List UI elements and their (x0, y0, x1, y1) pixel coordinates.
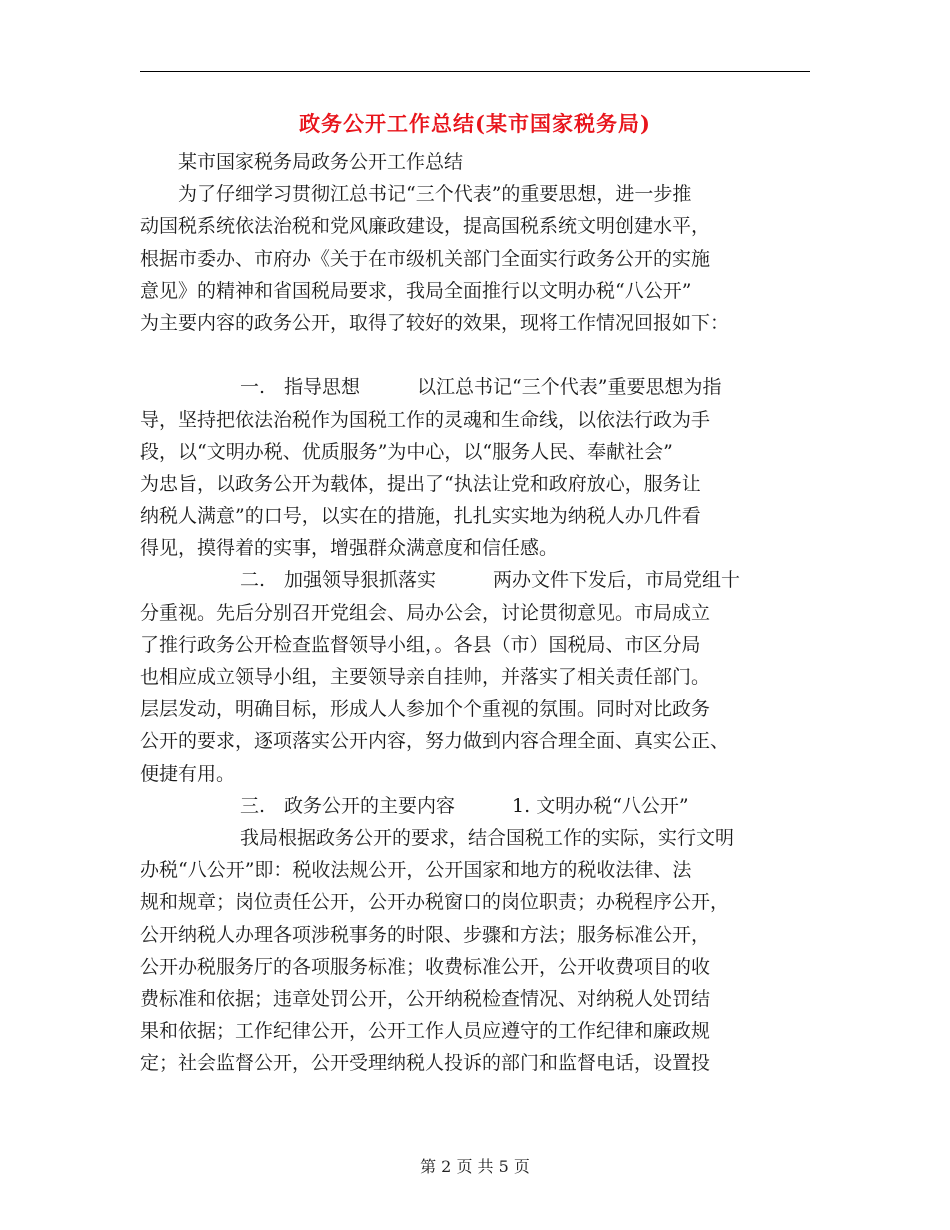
body-line: 定；社会监督公开，公开受理纳税人投诉的部门和监督电话，设置投 (140, 1052, 711, 1075)
body-line: 公开办税服务厅的各项服务标准；收费标准公开，公开收费项目的收 (140, 955, 711, 978)
body-line: 段，以“文明办税、优质服务”为中心，以“服务人民、奉献社会” (140, 440, 673, 463)
document-title: 政务公开工作总结(某市国家税务局) (299, 111, 651, 136)
body-line: 纳税人满意”的口号，以实在的措施，扎扎实实地为纳税人办几件看 (140, 505, 701, 528)
body-line: 导，坚持把依法治税作为国税工作的灵魂和生命线，以依法行政为手 (140, 408, 711, 431)
body-line: 便捷有用。 (140, 762, 236, 785)
body-line: 分重视。先后分别召开党组会、局办公会，讨论贯彻意见。市局成立 (140, 601, 711, 624)
body-line: 也相应成立领导小组，主要领导亲自挂帅，并落实了相关责任部门。 (140, 666, 711, 688)
body-line: 动国税系统依法治税和党风廉政建设，提高国税系统文明创建水平， (140, 215, 711, 238)
section-heading-line: 一. 指导思想 以江总书记“三个代表”重要思想为指 (240, 376, 722, 399)
body-line: 规和规章；岗位责任公开，公开办税窗口的岗位职责；办税程序公开， (140, 891, 730, 914)
body-line: 费标准和依据；违章处罚公开，公开纳税检查情况、对纳税人处罚结 (140, 987, 711, 1010)
document-body (140, 146, 810, 1079)
body-line: 某市国家税务局政务公开工作总结 (178, 151, 464, 173)
body-line: 公开的要求，逐项落实公开内容，努力做到内容合理全面、真实公正、 (140, 730, 730, 753)
body-line: 得见，摸得着的实事，增强群众满意度和信任感。 (140, 537, 559, 560)
header-rule (140, 71, 810, 72)
blank-line (140, 339, 810, 371)
body-line: 公开纳税人办理各项涉税事务的时限、步骤和方法；服务标准公开， (140, 923, 711, 946)
section-heading-line: 三. 政务公开的主要内容 1. 文明办税“八公开” (240, 794, 689, 817)
body-line: 了推行政务公开检查监督领导小组，。各县（市）国税局、市区分局 (140, 633, 701, 656)
page-number: 第 2 页 共 5 页 (420, 1157, 530, 1176)
section-heading-line: 二. 加强领导狠抓落实 两办文件下发后，市局党组十 (240, 569, 741, 592)
body-line: 果和依据；工作纪律公开，公开工作人员应遵守的工作纪律和廉政规 (140, 1020, 711, 1043)
body-line: 根据市委办、市府办《关于在市级机关部门全面实行政务公开的实施 (140, 247, 711, 270)
body-line: 意见》的精神和省国税局要求，我局全面推行以文明办税“八公开” (140, 279, 692, 302)
body-line: 为主要内容的政务公开，取得了较好的效果，现将工作情况回报如下： (140, 311, 730, 334)
body-line: 我局根据政务公开的要求，结合国税工作的实际，实行文明 (240, 826, 735, 849)
body-line: 办税“八公开”即：税收法规公开，公开国家和地方的税收法律、法 (140, 859, 692, 882)
body-line: 层层发动，明确目标，形成人人参加个个重视的氛围。同时对比政务 (140, 698, 711, 721)
body-line: 为忠旨，以政务公开为载体，提出了“执法让党和政府放心，服务让 (140, 472, 701, 495)
body-line: 为了仔细学习贯彻江总书记“三个代表”的重要思想，进一步推 (178, 183, 692, 206)
